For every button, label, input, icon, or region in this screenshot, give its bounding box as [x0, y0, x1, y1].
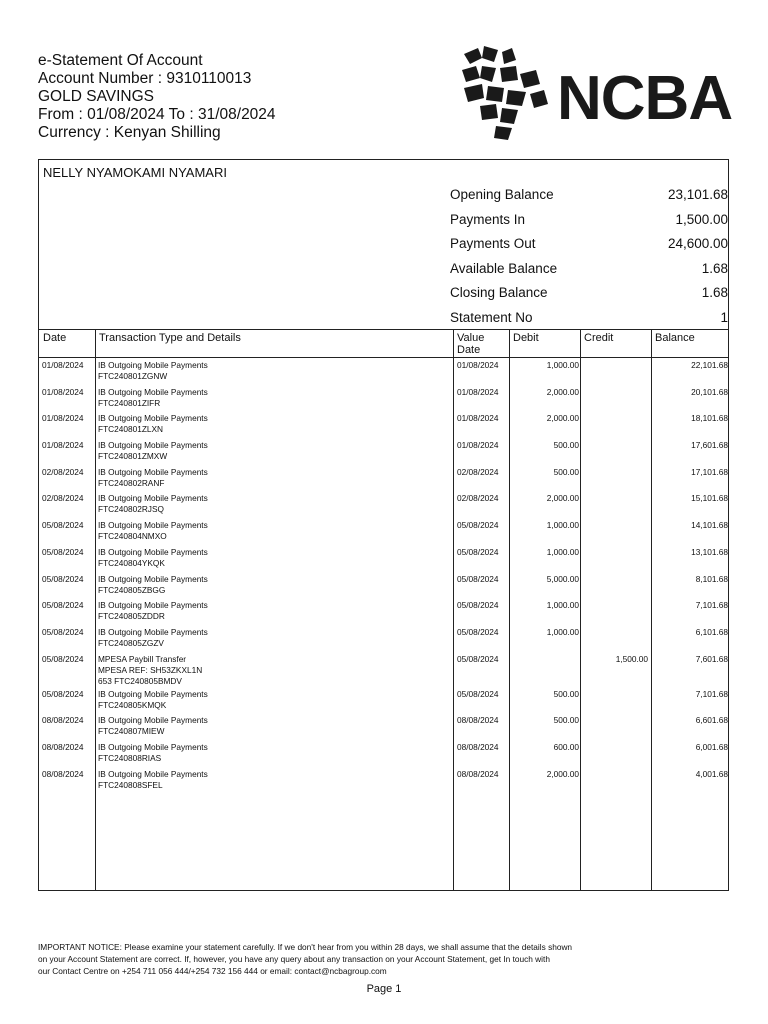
summary-value: 23,101.68 [667, 187, 728, 202]
transaction-type: MPESA Paybill Transfer [98, 653, 187, 664]
transaction-debit: 500.00 [553, 688, 579, 699]
transaction-balance: 7,601.68 [695, 653, 728, 664]
summary-value: 1.68 [701, 260, 728, 276]
important-notice [38, 941, 638, 977]
column-header-value-date [457, 332, 484, 356]
table-row [39, 627, 728, 654]
table-top-border [39, 329, 728, 330]
summary-closing-balance [450, 285, 728, 310]
transaction-balance: 20,101.68 [691, 386, 728, 397]
account-product: GOLD SAVINGS [38, 88, 154, 105]
logo-wordmark: NCBA [557, 64, 733, 133]
transaction-date: 01/08/2024 [42, 440, 84, 451]
transaction-debit: 1,000.00 [546, 626, 579, 637]
customer-name: NELLY NYAMOKAMI NYAMARI [43, 165, 227, 180]
column-header-date: Date [43, 332, 67, 344]
page-number: Page 1 [366, 983, 402, 995]
transaction-type: IB Outgoing Mobile Payments [98, 440, 208, 451]
transaction-balance: 22,101.68 [691, 360, 728, 370]
ncba-logo-icon [460, 44, 552, 144]
summary-label: Statement No [450, 309, 533, 325]
table-row [39, 689, 728, 716]
transaction-value-date: 05/08/2024 [457, 600, 499, 611]
transaction-balance: 13,101.68 [691, 546, 728, 557]
transaction-type: IB Outgoing Mobile Payments [98, 600, 208, 611]
transaction-debit: 600.00 [553, 741, 579, 752]
transaction-value-date: 08/08/2024 [457, 741, 499, 752]
summary-payments-in [450, 212, 728, 237]
transaction-value-date: 01/08/2024 [457, 413, 499, 424]
transaction-balance: 4,001.68 [695, 768, 728, 779]
statement-header [38, 52, 276, 142]
table-row [39, 520, 728, 547]
transaction-date: 05/08/2024 [42, 653, 84, 664]
table-row [39, 654, 728, 689]
transaction-debit: 500.00 [553, 466, 579, 477]
transaction-date: 02/08/2024 [42, 466, 84, 477]
table-row [39, 493, 728, 520]
transaction-type: IB Outgoing Mobile Payments [98, 386, 208, 397]
summary-payments-out [450, 236, 728, 261]
transaction-value-date: 08/08/2024 [457, 768, 499, 779]
transaction-balance: 15,101.68 [691, 493, 728, 504]
transaction-date: 05/08/2024 [42, 688, 84, 699]
table-row [39, 387, 728, 414]
transaction-reference: FTC240802RANF [98, 477, 165, 488]
transaction-debit: 500.00 [553, 715, 579, 726]
transaction-debit: 2,000.00 [546, 386, 579, 397]
transaction-value-date: 01/08/2024 [457, 440, 499, 451]
transaction-type: IB Outgoing Mobile Payments [98, 466, 208, 477]
transaction-balance: 6,001.68 [695, 741, 728, 752]
transaction-reference: FTC240805ZGZV [98, 637, 164, 648]
summary-label: Available Balance [450, 260, 558, 276]
table-row [39, 742, 728, 769]
notice-line: IMPORTANT NOTICE: Please examine your statement carefully. If we don't hear from you within 28 days, we shall assume that the details shown [38, 942, 573, 952]
transaction-balance: 14,101.68 [691, 520, 728, 531]
column-header-value-date-line2: Date [457, 344, 481, 356]
column-header-balance: Balance [655, 332, 695, 344]
transaction-reference: FTC240808SFEL [98, 779, 163, 790]
summary-available-balance [450, 261, 728, 286]
transaction-date: 08/08/2024 [42, 768, 84, 779]
transaction-date: 01/08/2024 [42, 413, 84, 424]
transaction-reference: FTC240807MIEW [98, 726, 165, 737]
table-row [39, 769, 728, 796]
transaction-reference: MPESA REF: SH53ZKXL1N [98, 664, 203, 675]
transaction-value-date: 05/08/2024 [457, 653, 499, 664]
statement-currency: Currency : Kenyan Shilling [38, 124, 221, 141]
transaction-value-date: 02/08/2024 [457, 493, 499, 504]
transaction-date: 05/08/2024 [42, 600, 84, 611]
summary-value: 24,600.00 [667, 236, 728, 251]
transaction-value-date: 08/08/2024 [457, 715, 499, 726]
transaction-date: 08/08/2024 [42, 741, 84, 752]
transaction-type: IB Outgoing Mobile Payments [98, 413, 208, 424]
summary-value: 1.68 [701, 285, 728, 300]
table-row [39, 467, 728, 494]
transaction-debit: 1,000.00 [546, 600, 579, 611]
transaction-type: IB Outgoing Mobile Payments [98, 715, 208, 726]
transaction-debit: 1,000.00 [546, 360, 579, 370]
transaction-date: 05/08/2024 [42, 626, 84, 637]
column-header-details: Transaction Type and Details [99, 332, 241, 344]
transaction-reference: FTC240802RJSQ [98, 504, 164, 515]
transaction-value-date: 05/08/2024 [457, 546, 499, 557]
transaction-reference: FTC240805KMQK [98, 699, 167, 710]
column-header-value-date-line1: Value [457, 332, 485, 344]
balance-summary [450, 187, 728, 334]
transaction-type: IB Outgoing Mobile Payments [98, 626, 208, 637]
summary-opening-balance [450, 187, 728, 212]
transaction-balance: 17,601.68 [691, 440, 728, 451]
transaction-debit: 2,000.00 [546, 493, 579, 504]
transaction-debit: 1,000.00 [546, 520, 579, 531]
table-header-border [39, 357, 728, 358]
transaction-debit: 5,000.00 [546, 573, 579, 584]
table-row [39, 715, 728, 742]
transaction-type: IB Outgoing Mobile Payments [98, 360, 208, 370]
transaction-debit: 2,000.00 [546, 413, 579, 424]
statement-title: e-Statement Of Account [38, 52, 203, 69]
summary-value: 1 [720, 309, 728, 325]
transaction-type: IB Outgoing Mobile Payments [98, 768, 208, 779]
table-row [39, 547, 728, 574]
table-row [39, 360, 728, 387]
transaction-reference: FTC240801ZMXW [98, 451, 168, 462]
ncba-logo [460, 44, 733, 144]
transaction-value-date: 05/08/2024 [457, 520, 499, 531]
transaction-type: IB Outgoing Mobile Payments [98, 546, 208, 557]
table-row [39, 440, 728, 467]
transaction-reference: FTC240805ZDDR [98, 611, 165, 622]
transaction-reference: FTC240805ZBGG [98, 584, 166, 595]
transaction-reference-line2: 653 FTC240805BMDV [98, 675, 182, 686]
notice-line: our Contact Centre on +254 711 056 444/+254 732 156 444 or email: contact@ncbagroup.com [38, 966, 387, 976]
transaction-debit: 1,000.00 [546, 546, 579, 557]
summary-label: Opening Balance [450, 187, 554, 202]
transaction-reference: FTC240808RIAS [98, 752, 162, 763]
transaction-balance: 6,601.68 [695, 715, 728, 726]
transaction-balance: 8,101.68 [695, 573, 728, 584]
transaction-type: IB Outgoing Mobile Payments [98, 520, 208, 531]
transaction-date: 05/08/2024 [42, 546, 84, 557]
transaction-date: 02/08/2024 [42, 493, 84, 504]
transaction-debit: 2,000.00 [546, 768, 579, 779]
column-header-credit: Credit [584, 332, 614, 344]
transaction-value-date: 05/08/2024 [457, 688, 499, 699]
transaction-reference: FTC240801ZLXN [98, 424, 164, 435]
transaction-type: IB Outgoing Mobile Payments [98, 573, 208, 584]
transaction-date: 01/08/2024 [42, 360, 84, 370]
column-header-debit: Debit [513, 332, 539, 344]
table-row [39, 574, 728, 601]
transaction-date: 01/08/2024 [42, 386, 84, 397]
transaction-reference: FTC240804YKQK [98, 557, 165, 568]
notice-line: on your Account Statement are correct. If, however, you have any query about any transaction on your Account Statement, get In touch with [38, 954, 550, 964]
table-row [39, 600, 728, 627]
transaction-reference: FTC240801ZIFR [98, 397, 161, 408]
transaction-date: 08/08/2024 [42, 715, 84, 726]
transaction-date: 05/08/2024 [42, 520, 84, 531]
summary-label: Payments In [450, 211, 526, 227]
transaction-balance: 7,101.68 [695, 600, 728, 611]
transaction-reference: FTC240801ZGNW [98, 371, 168, 381]
transaction-value-date: 01/08/2024 [457, 360, 499, 370]
transaction-type: IB Outgoing Mobile Payments [98, 688, 208, 699]
transaction-reference: FTC240804NMXO [98, 531, 167, 542]
transaction-debit: 500.00 [553, 440, 579, 451]
transaction-type: IB Outgoing Mobile Payments [98, 741, 208, 752]
summary-label: Closing Balance [450, 285, 548, 300]
transaction-type: IB Outgoing Mobile Payments [98, 493, 208, 504]
account-number: Account Number : 9310110013 [38, 70, 252, 87]
statement-box [38, 159, 729, 891]
transaction-balance: 7,101.68 [695, 688, 728, 699]
transaction-balance: 18,101.68 [691, 413, 728, 424]
transaction-date: 05/08/2024 [42, 573, 84, 584]
summary-value: 1,500.00 [675, 211, 728, 227]
transaction-list [39, 360, 728, 795]
transaction-value-date: 01/08/2024 [457, 386, 499, 397]
transaction-value-date: 02/08/2024 [457, 466, 499, 477]
table-row [39, 413, 728, 440]
transaction-balance: 6,101.68 [695, 626, 728, 637]
statement-period: From : 01/08/2024 To : 31/08/2024 [38, 106, 276, 123]
transaction-balance: 17,101.68 [691, 466, 728, 477]
summary-label: Payments Out [450, 236, 536, 251]
transaction-credit: 1,500.00 [615, 653, 648, 664]
transaction-value-date: 05/08/2024 [457, 573, 499, 584]
transaction-value-date: 05/08/2024 [457, 626, 499, 637]
summary-statement-no [450, 310, 728, 335]
